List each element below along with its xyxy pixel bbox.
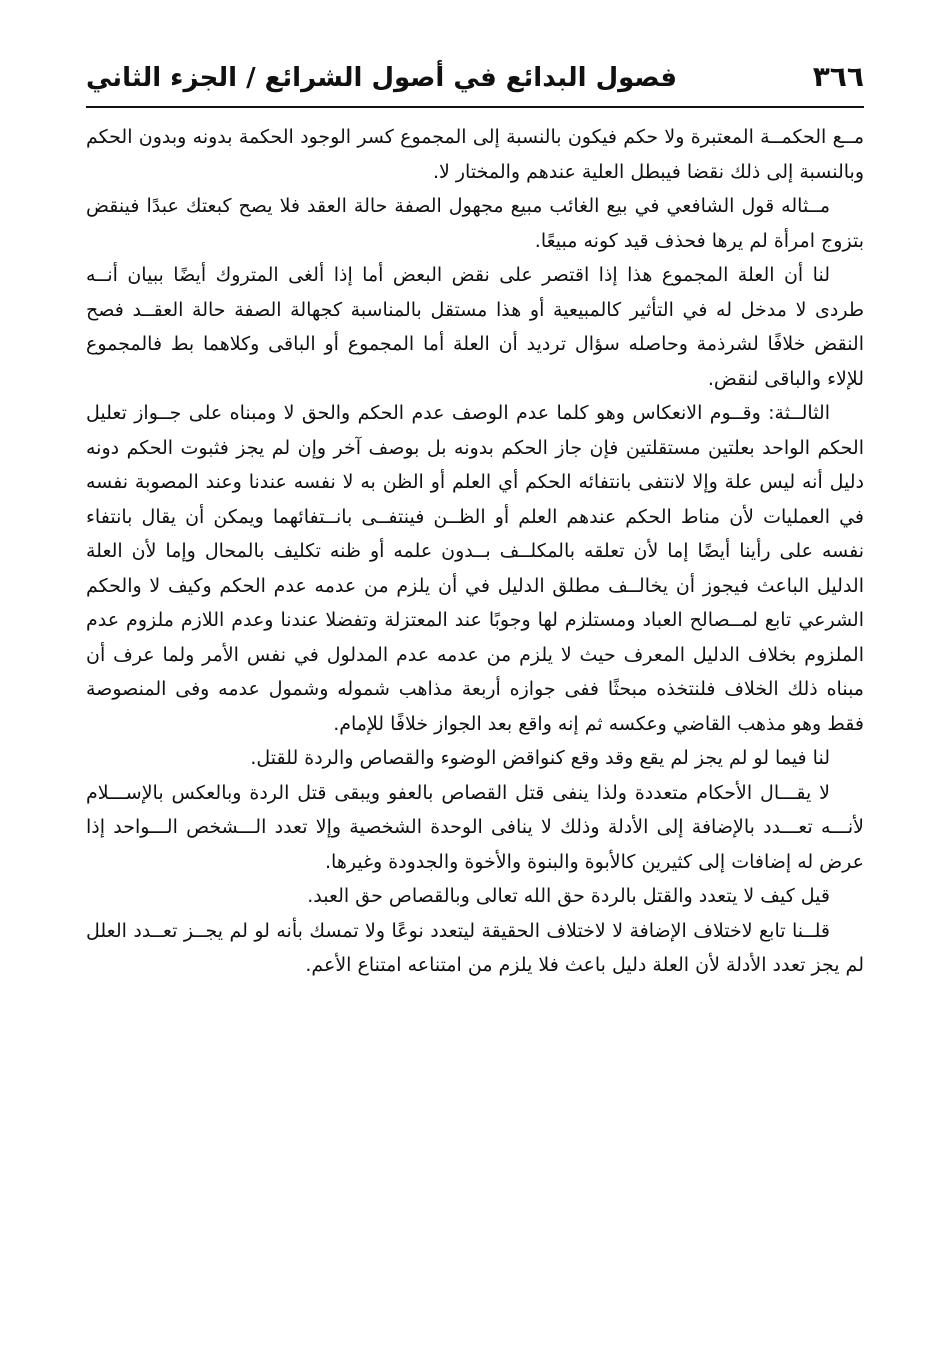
body-text [86,120,864,983]
paragraph-7: قيل كيف لا يتعدد والقتل بالردة حق الله تعالى وبالقصاص حق العبد. [307,885,830,907]
paragraph-6: لا يقـــال الأحكام متعددة ولذا ينفى قتل القصاص بالعفو ويبقى قتل الردة وبالعكس بالإســـلام لأنـــه تعـــدد بالإضافة إلى الأدلة وذلك لا ينافى الوحدة الشخصية وإلا تعدد الـــشخص الـــواحد إذا عرض له إضافات إلى كثيرين كالأبوة والبنوة والأخوة والجدودة وغيرها. [86,781,864,873]
paragraph-2: مــثاله قول الشافعي في بيع الغائب مبيع مجهول الصفة حالة العقد فلا يصح كبعتك عبدًا فينقض بتزوج امرأة لم يرها فحذف قيد كونه مبيعًا. [86,195,864,252]
running-title: فصول البدائع في أصول الشرائع / الجزء الثاني [86,63,678,93]
paragraph-5: لنا فيما لو لم يجز لم يقع وقد وقع كنواقض الوضوء والقصاص والردة للقتل. [250,747,830,769]
paragraph-3: لنا أن العلة المجموع هذا إذا اقتصر على نقض البعض أما إذا ألغى المتروك أيضًا ببيان أنــه طردى لا مدخل له في التأثير كالمبيعية أو هذا مستقل بالمناسبة كجهالة الصفة حالة العقــد فصح النقض خلافًا لشرذمة وحاصله سؤال ترديد أن العلة أما المجموع أو الباقى وكلاهما بط فالمجموع للإلاء والباقى لنقض. [86,264,864,390]
paragraph-1: مــع الحكمــة المعتبرة ولا حكم فيكون بالنسبة إلى المجموع كسر الوجود الحكمة بدونه وبدون الحكم وبالنسبة إلى ذلك نقضا فيبطل العلية عندهم والمختار لا. [86,126,864,183]
paragraph-4: الثالــثة: وقــوم الانعكاس وهو كلما عدم الوصف عدم الحكم والحق لا ومبناه على جــواز تعليل الحكم الواحد بعلتين مستقلتين فإن جاز الحكم بدونه بل بوصف آخر وإن لم يجز فثبوت الحكم دونه دليل أنه ليس علة وإلا لانتفى بانتفائه الحكم أي العلم أو الظن به لا نفسه عندنا وعند المصوبة نفسه في العمليات لأن مناط الحكم عندهم العلم أو الظــن فينتفــى بانــتفائهما ويمكن أن يقال بانتفاء نفسه على رأينا أيضًا إما لأن تعلقه بالمكلــف بــدون علمه أو ظنه تكليف بالمحال وإما لأن العلة الدليل الباعث فيجوز أن يخالــف مطلق الدليل في أن يلزم من عدمه عدم الحكم وكيف لا والحكم الشرعي تابع لمــصالح العباد ومستلزم لها وجوبًا عند المعتزلة وتفضلا عندنا وعدم اللازم ملزوم عدم الملزوم بخلاف الدليل المعرف حيث لا يلزم من عدمه عدم المدلول في نفس الأمر ولما عرف أن مبناه ذلك الخلاف فلنتخذه مبحثًا ففى جوازه أربعة مذاهب شموله وشمول عدمه وفى المنصوصة فقط وهو مذهب القاضي وعكسه ثم إنه واقع بعد الجواز خلافًا للإمام. [86,402,864,735]
paragraph-8: قلــنا تابع لاختلاف الإضافة لا لاختلاف الحقيقة ليتعدد نوعًا ولا تمسك بأنه لو لم يجــز تعــدد العلل لم يجز تعدد الأدلة لأن العلة دليل باعث فلا يلزم من امتناعه امتناع الأعم. [86,919,864,976]
header-rule [86,106,864,108]
page-number: ٣٦٦ [812,60,864,93]
page-header [86,52,864,104]
